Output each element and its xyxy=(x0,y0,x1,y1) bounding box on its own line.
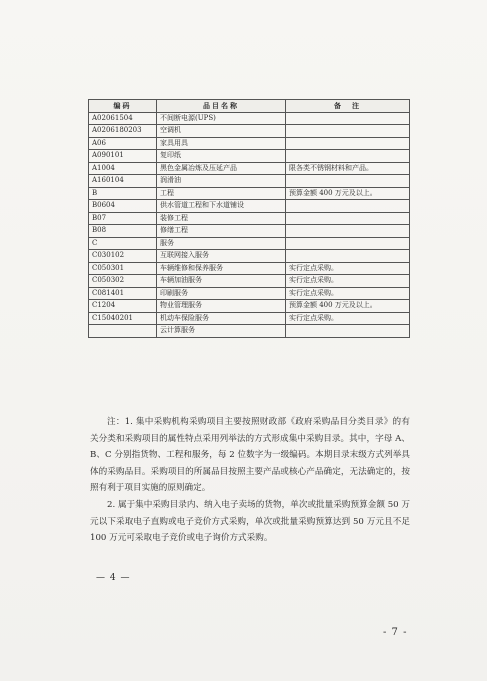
cell-item-name: 车辆维修和保养服务 xyxy=(157,262,286,275)
cell-remarks xyxy=(286,137,410,150)
cell-remarks xyxy=(286,125,410,138)
cell-code: C081401 xyxy=(89,287,157,300)
cell-code: C15040201 xyxy=(89,312,157,325)
cell-code: A02061504 xyxy=(89,112,157,125)
cell-remarks: 实行定点采购。 xyxy=(286,275,410,288)
cell-code: A090101 xyxy=(89,150,157,163)
cell-item-name: 修缮工程 xyxy=(157,225,286,238)
table-row xyxy=(89,312,410,325)
cell-remarks xyxy=(286,212,410,225)
table-row xyxy=(89,200,410,213)
header-code: 编码 xyxy=(89,100,157,113)
cell-remarks: 预算金额 400 万元及以上。 xyxy=(286,300,410,313)
cell-item-name: 不间断电源(UPS) xyxy=(157,112,286,125)
cell-remarks xyxy=(286,112,410,125)
cell-remarks xyxy=(286,200,410,213)
cell-remarks: 实行定点采购。 xyxy=(286,287,410,300)
cell-code: A1004 xyxy=(89,162,157,175)
cell-item-name: 互联网接入服务 xyxy=(157,250,286,263)
table-row xyxy=(89,125,410,138)
cell-remarks: 实行定点采购。 xyxy=(286,312,410,325)
cell-remarks xyxy=(286,175,410,188)
cell-item-name: 印刷服务 xyxy=(157,287,286,300)
cell-item-name: 家具用具 xyxy=(157,137,286,150)
cell-item-name: 机动车保险服务 xyxy=(157,312,286,325)
cell-item-name: 服务 xyxy=(157,237,286,250)
cell-code: C1204 xyxy=(89,300,157,313)
cell-item-name: 物业管理服务 xyxy=(157,300,286,313)
table-row xyxy=(89,175,410,188)
table-header-row xyxy=(89,100,410,113)
table-row xyxy=(89,137,410,150)
table-row xyxy=(89,300,410,313)
cell-item-name: 云计算服务 xyxy=(157,325,286,338)
cell-code xyxy=(89,325,157,338)
table-row xyxy=(89,275,410,288)
cell-item-name: 润滑油 xyxy=(157,175,286,188)
cell-remarks xyxy=(286,150,410,163)
table-body xyxy=(89,112,410,337)
cell-item-name: 供水管道工程和下水道铺设 xyxy=(157,200,286,213)
cell-remarks xyxy=(286,225,410,238)
cell-code: A06 xyxy=(89,137,157,150)
outer-page-number: - 7 - xyxy=(383,627,408,638)
table-row xyxy=(89,225,410,238)
cell-code: C030102 xyxy=(89,250,157,263)
cell-item-name: 空调机 xyxy=(157,125,286,138)
table-row xyxy=(89,150,410,163)
cell-code: B07 xyxy=(89,212,157,225)
cell-remarks: 限各类不锈钢材料和产品。 xyxy=(286,162,410,175)
cell-remarks: 预算金额 400 万元及以上。 xyxy=(286,187,410,200)
cell-code: A160104 xyxy=(89,175,157,188)
table-row xyxy=(89,237,410,250)
table-row xyxy=(89,325,410,338)
procurement-catalog-table xyxy=(88,99,410,338)
cell-remarks xyxy=(286,325,410,338)
cell-code: C050301 xyxy=(89,262,157,275)
cell-item-name: 复印纸 xyxy=(157,150,286,163)
note-paragraph-1: 注：1. 集中采购机构采购项目主要按照财政部《政府采购品目分类目录》的有关分类和采购项目的属性特点采用列举法的方式形成集中采购目录。其中，字母 A、B、C 分别指货物、工程和服务，每 2 位数字为一级编码。本期目录末级方式列举具体的采购品目。采购项目的所属品目按照主要产品或核心产品确定，无法确定的，按照有利于项目实施的原则确定。 xyxy=(90,417,410,494)
table-row xyxy=(89,262,410,275)
cell-code: C050302 xyxy=(89,275,157,288)
cell-item-name: 车辆加油服务 xyxy=(157,275,286,288)
inner-page-number: — 4 — xyxy=(96,573,131,583)
cell-remarks xyxy=(286,237,410,250)
cell-code: B08 xyxy=(89,225,157,238)
table-row xyxy=(89,250,410,263)
table-row xyxy=(89,112,410,125)
cell-item-name: 工程 xyxy=(157,187,286,200)
cell-code: B xyxy=(89,187,157,200)
header-item-name: 品目名称 xyxy=(157,100,286,113)
header-remarks: 备 注 xyxy=(286,100,410,113)
table-row xyxy=(89,287,410,300)
cell-item-name: 装修工程 xyxy=(157,212,286,225)
cell-item-name: 黑色金属冶炼及压延产品 xyxy=(157,162,286,175)
note-paragraph-2: 2. 属于集中采购目录内、纳入电子卖场的货物，单次或批量采购预算金额 50 万元以下采取电子直购或电子竞价方式采购，单次或批量采购预算达到 50 万元且不足 100 万元可采取电子竞价或电子询价方式采购。 xyxy=(90,499,410,544)
table-row xyxy=(89,187,410,200)
cell-code: B0604 xyxy=(89,200,157,213)
notes-section xyxy=(90,414,410,547)
table-row xyxy=(89,212,410,225)
cell-code: A0206180203 xyxy=(89,125,157,138)
cell-remarks: 实行定点采购。 xyxy=(286,262,410,275)
cell-code: C xyxy=(89,237,157,250)
cell-remarks xyxy=(286,250,410,263)
table-row xyxy=(89,162,410,175)
